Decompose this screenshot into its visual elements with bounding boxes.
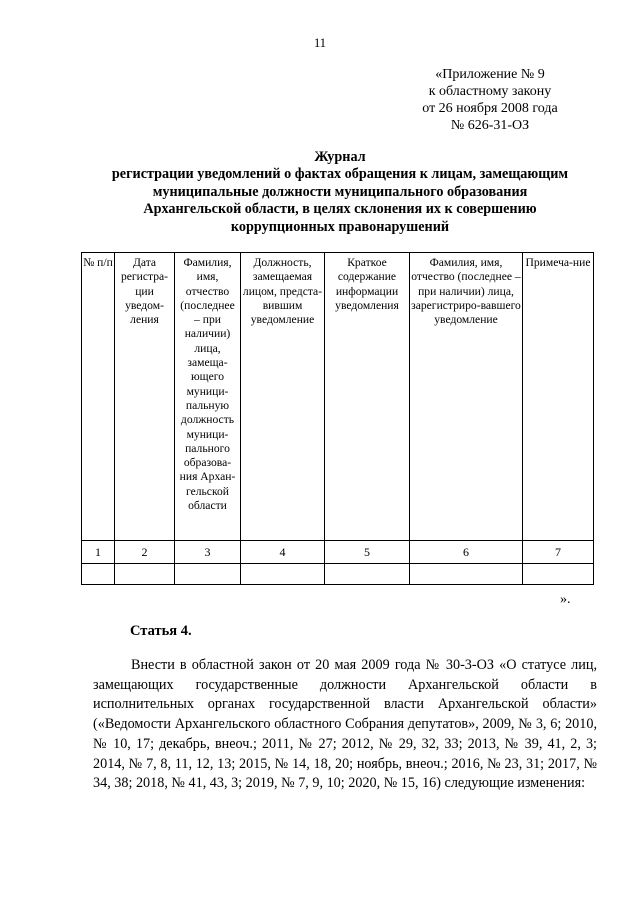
empty-cell bbox=[325, 564, 410, 585]
journal-heading bbox=[80, 149, 600, 236]
table-row-empty bbox=[82, 564, 594, 585]
article-body: Внести в областной закон от 20 мая 2009 года № 30-3-ОЗ «О статусе лиц, замещающих государственные должности Архангельской области в исполнительных органах государственной власти Архангельской области» («Ведомости Архангельского областного Собрания депутатов», 2009, № 3, 6; 2010, № 10, 17; декабрь, внеоч.; 2011, № 27; 2012, № 29, 32, 33; 2013, № 39, 41, 2, 3; 2014, № 7, 8, 11, 12, 13; 2015, № 14, 18, 20; ноябрь, внеоч.; 2016, № 23, 31; 2017, № 34, 38; 2018, № 41, 43, 3; 2019, № 7, 9, 10; 2020, № 15, 16) следующие изменения: bbox=[93, 657, 597, 792]
registration-journal-table bbox=[81, 252, 594, 585]
journal-subtitle-line: регистрации уведомлений о фактах обращения к лицам, замещающим bbox=[111, 166, 569, 183]
header-registrar-name: Фамилия, имя, отчество (последнее – при наличии) лица, зарегистриро-вавшего уведомление bbox=[410, 253, 523, 541]
column-number: 1 bbox=[82, 541, 115, 564]
appendix-line: № 626-31-ОЗ bbox=[450, 118, 530, 133]
column-number: 6 bbox=[410, 541, 523, 564]
empty-cell bbox=[175, 564, 241, 585]
header-summary: Краткое содержание информации уведомления bbox=[325, 253, 410, 541]
journal-subtitle-line: муниципальные должности муниципального образования bbox=[152, 183, 528, 200]
article-title: Статья 4. bbox=[130, 623, 192, 639]
appendix-line: к областному закону bbox=[428, 84, 552, 99]
journal-subtitle-line: коррупционных правонарушений bbox=[230, 218, 450, 235]
journal-title: Журнал bbox=[314, 149, 366, 165]
column-number: 2 bbox=[115, 541, 175, 564]
header-note: Примеча-ние bbox=[523, 253, 594, 541]
header-official-name: Фамилия, имя, отчество (последнее – при наличии) лица, замеща-ющего муници-пальную должность муници-пального образова-ния Архан-гельской области bbox=[175, 253, 241, 541]
empty-cell bbox=[523, 564, 594, 585]
appendix-reference bbox=[390, 66, 590, 134]
header-position: Должность, замещаемая лицом, предста-вившим уведомление bbox=[241, 253, 325, 541]
column-number: 5 bbox=[325, 541, 410, 564]
closing-quote: ». bbox=[560, 592, 571, 607]
page-number: 11 bbox=[313, 36, 327, 50]
empty-cell bbox=[115, 564, 175, 585]
column-number: 7 bbox=[523, 541, 594, 564]
table-row-column-numbers bbox=[82, 541, 594, 564]
column-number: 3 bbox=[175, 541, 241, 564]
empty-cell bbox=[410, 564, 523, 585]
journal-subtitle-line: Архангельской области, в целях склонения их к совершению bbox=[143, 201, 537, 218]
empty-cell bbox=[82, 564, 115, 585]
header-row-number: № п/п bbox=[82, 253, 115, 541]
empty-cell bbox=[241, 564, 325, 585]
column-number: 4 bbox=[241, 541, 325, 564]
appendix-line: «Приложение № 9 bbox=[435, 67, 545, 82]
appendix-line: от 26 ноября 2008 года bbox=[422, 101, 558, 116]
table-header-row bbox=[82, 253, 594, 541]
header-registration-date: Дата регистра-ции уведом-ления bbox=[115, 253, 175, 541]
